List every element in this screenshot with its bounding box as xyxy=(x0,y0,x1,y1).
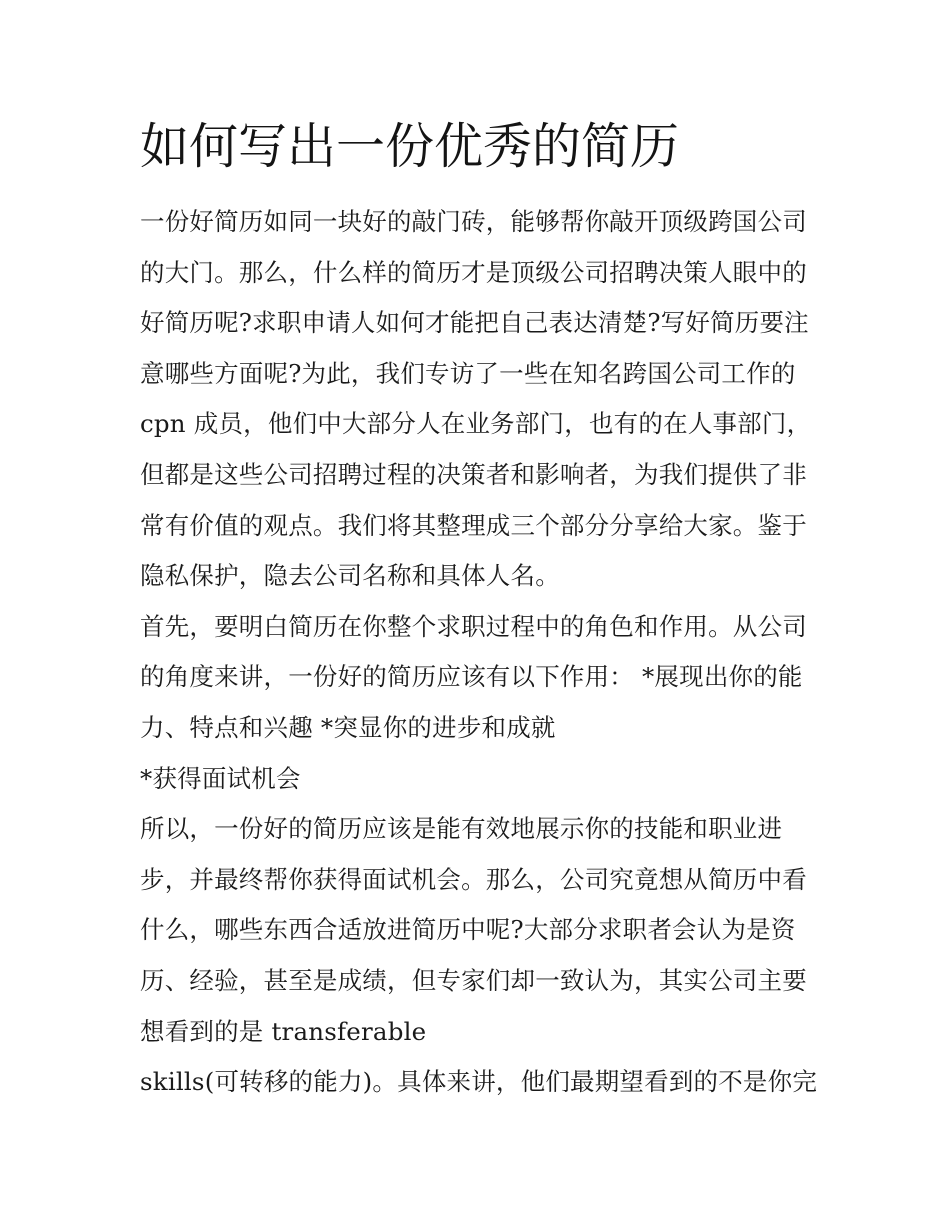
body-line: 好简历呢?求职申请人如何才能把自己表达清楚?写好简历要注 xyxy=(140,308,809,338)
body-line: 所以，一份好的简历应该是能有效地展示你的技能和职业进 xyxy=(140,814,783,844)
body-line: 想看到的是 transferable xyxy=(140,1016,427,1046)
body-line: 什么，哪些东西合适放进简历中呢?大部分求职者会认为是资 xyxy=(140,915,796,945)
body-line: cpn 成员，他们中大部分人在业务部门，也有的在人事部门， xyxy=(140,409,812,439)
body-line: 力、特点和兴趣 *突显你的进步和成就 xyxy=(140,712,556,742)
body-line: 历、经验，甚至是成绩，但专家们却一致认为，其实公司主要 xyxy=(140,965,807,995)
body-line: 首先，要明白简历在你整个求职过程中的角色和作用。从公司 xyxy=(140,611,807,641)
body-line: 但都是这些公司招聘过程的决策者和影响者，为我们提供了非 xyxy=(140,459,807,489)
document-body xyxy=(140,197,830,1108)
body-line: *获得面试机会 xyxy=(140,763,301,793)
body-line: 的角度来讲，一份好的简历应该有以下作用： *展现出你的能 xyxy=(140,662,803,692)
body-line: 隐私保护，隐去公司名称和具体人名。 xyxy=(140,561,560,591)
body-line: 意哪些方面呢?为此，我们专访了一些在知名跨国公司工作的 xyxy=(140,358,796,388)
body-line: 常有价值的观点。我们将其整理成三个部分分享给大家。鉴于 xyxy=(140,510,807,540)
body-line: 步，并最终帮你获得面试机会。那么，公司究竟想从简历中看 xyxy=(140,864,807,894)
body-line: 一份好简历如同一块好的敲门砖，能够帮你敲开顶级跨国公司 xyxy=(140,207,807,236)
document-title: 如何写出一份优秀的简历 xyxy=(140,118,680,175)
body-line: 的大门。那么，什么样的简历才是顶级公司招聘决策人眼中的 xyxy=(140,257,807,287)
body-line: skills(可转移的能力)。具体来讲，他们最期望看到的不是你完 xyxy=(140,1067,818,1097)
